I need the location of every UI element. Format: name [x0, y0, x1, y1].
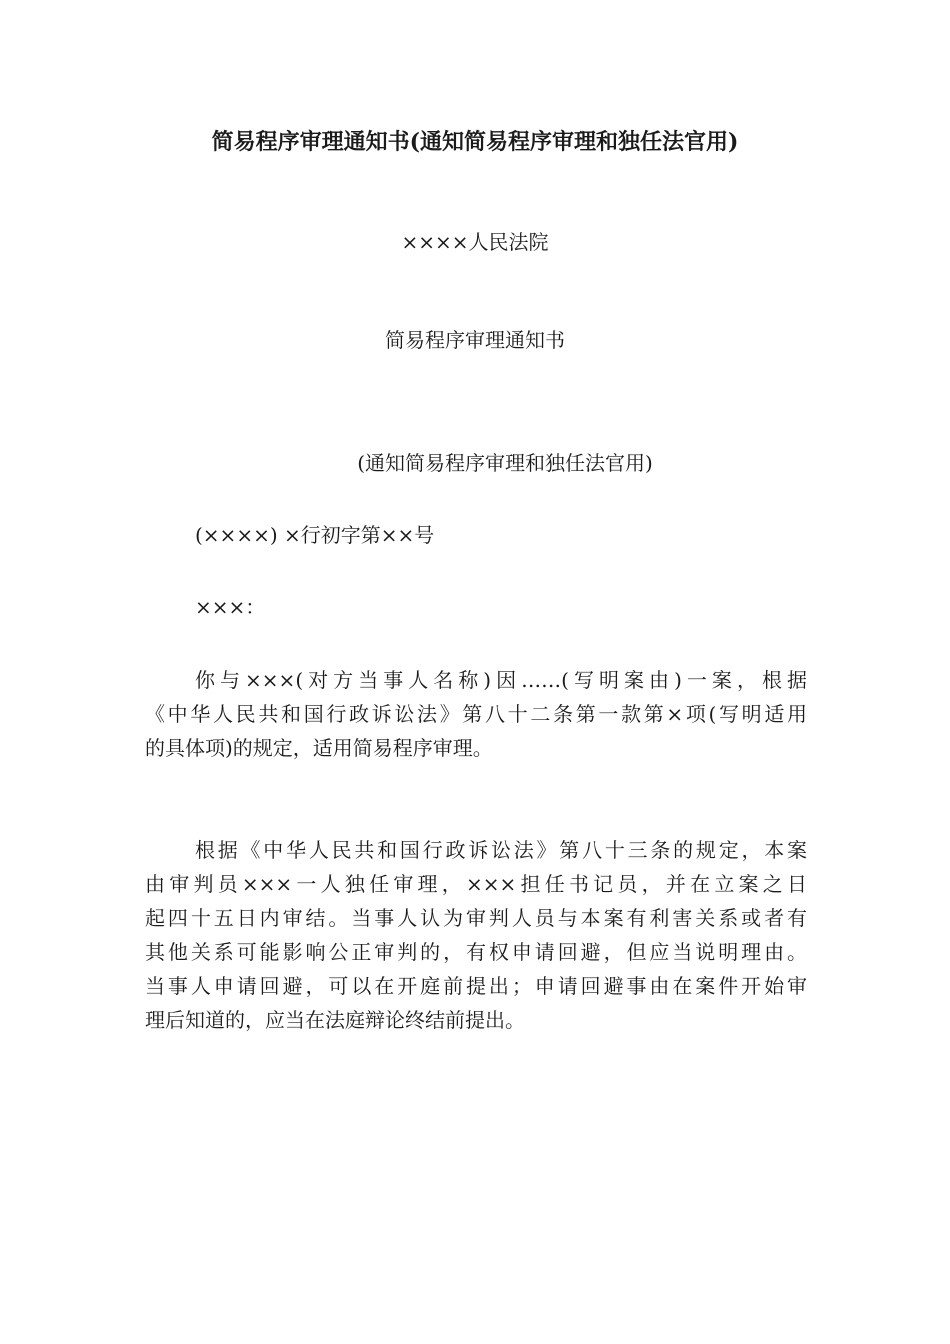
addressee: ×××： [195, 595, 266, 619]
paragraph-line: 你与×××(对方当事人名称)因……(写明案由)一案，根据 [195, 668, 807, 692]
paragraph-line: 理后知道的，应当在法庭辩论终结前提出。 [145, 1008, 525, 1032]
paragraph-line: 的具体项)的规定，适用简易程序审理。 [145, 736, 493, 760]
notice-name: 简易程序审理通知书 [385, 328, 565, 352]
document-title: 简易程序审理通知书(通知简易程序审理和独任法官用) [211, 129, 739, 155]
paragraph-line: 由审判员×××一人独任审理，×××担任书记员，并在立案之日 [145, 872, 807, 896]
paragraph-judge-assignment [145, 833, 807, 1037]
paragraph-procedure [145, 663, 807, 765]
paragraph-line: 其他关系可能影响公正审判的，有权申请回避，但应当说明理由。 [145, 940, 807, 964]
paragraph-line: 当事人申请回避，可以在开庭前提出；申请回避事由在案件开始审 [145, 974, 807, 998]
court-name: ××××人民法院 [401, 230, 549, 254]
paragraph-line: 根据《中华人民共和国行政诉讼法》第八十三条的规定，本案 [195, 838, 807, 862]
paragraph-line: 起四十五日内审结。当事人认为审判人员与本案有利害关系或者有 [145, 906, 807, 930]
notice-usage: (通知简易程序审理和独任法官用) [357, 451, 653, 475]
case-number: (××××) ×行初字第××号 [195, 523, 435, 547]
paragraph-line: 《中华人民共和国行政诉讼法》第八十二条第一款第×项(写明适用 [145, 702, 807, 726]
